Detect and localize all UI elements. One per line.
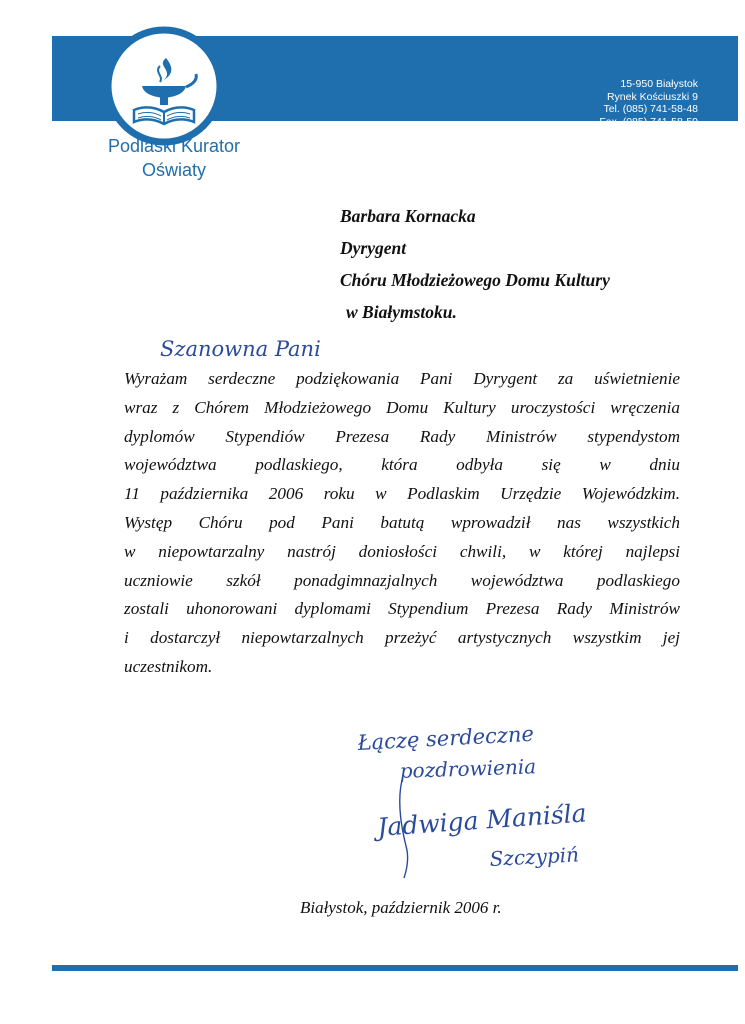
recipient-block [340, 200, 720, 328]
closing-greeting-line-1: Łączę serdeczne [357, 728, 535, 755]
footer-bar [52, 965, 738, 971]
body-line: Występ Chóru pod Pani batutą wprowadził nas wszystkich [124, 512, 680, 532]
recipient-city: w Białymstoku. [346, 302, 457, 322]
fax-number: Fax. (085) 741-58-59 [599, 115, 698, 128]
logo-title-line-2: Oświaty [141, 160, 206, 180]
recipient-name: Barbara Kornacka [340, 206, 476, 226]
body-line: województwa podlaskiego, która odbyła się w dniu [124, 455, 680, 475]
body-line: zostali uhonorowani dyplomami Stypendium Prezesa Rady Ministrów [124, 599, 680, 619]
phone-number: Tel. (085) 741-58-48 [603, 103, 698, 116]
lamp-book-logo-icon [104, 26, 224, 146]
signature-line-2: Szczypiń [489, 842, 580, 871]
salutation-text: Szanowna Pani [160, 337, 321, 361]
body-line: 11 października 2006 roku w Podlaskim Urzędzie Wojewódzkim. [124, 484, 680, 504]
body-line: dyplomów Stypendiów Prezesa Rady Ministrów stypendystom [124, 426, 680, 446]
body-line: wraz z Chórem Młodzieżowego Domu Kultury uroczystości wręczenia [124, 397, 680, 417]
body-line-last: uczestnikom. [124, 656, 213, 676]
body-line: i dostarczył niepowtarzalnych przeżyć artystycznych wszystkim jej [124, 628, 680, 648]
recipient-role: Dyrygent [340, 238, 407, 258]
signature-line-1: Jadwiga Maniśla [376, 798, 588, 842]
logo-title [84, 134, 264, 182]
address-line-1: 15-950 Białystok [620, 78, 698, 90]
signature-script-icon [350, 728, 620, 888]
logo-title-line-1: Podlaski Kurator [107, 136, 241, 156]
closing-greeting-line-2: pozdrowienia [399, 754, 537, 783]
letter-body [124, 365, 680, 682]
kurator-logo [104, 26, 224, 146]
contact-block [398, 78, 698, 141]
website-link[interactable]: http://www.kuratorium.bialystok.pl [542, 128, 698, 141]
address-line-2: Rynek Kościuszki 9 [606, 90, 698, 103]
body-line: uczniowie szkół ponadgimnazjalnych województwa podlaskiego [124, 570, 680, 590]
handwritten-closing [350, 728, 620, 888]
salutation-script-icon [158, 326, 358, 366]
recipient-organization: Chóru Młodzieżowego Domu Kultury [340, 270, 610, 290]
handwritten-salutation [158, 326, 358, 366]
place-and-date: Białystok, październik 2006 r. [300, 898, 502, 917]
body-line: Wyrażam serdeczne podziękowania Pani Dyrygent za uświetnienie [124, 369, 680, 388]
body-line: w niepowtarzalny nastrój doniosłości chwili, w której najlepsi [124, 541, 680, 561]
